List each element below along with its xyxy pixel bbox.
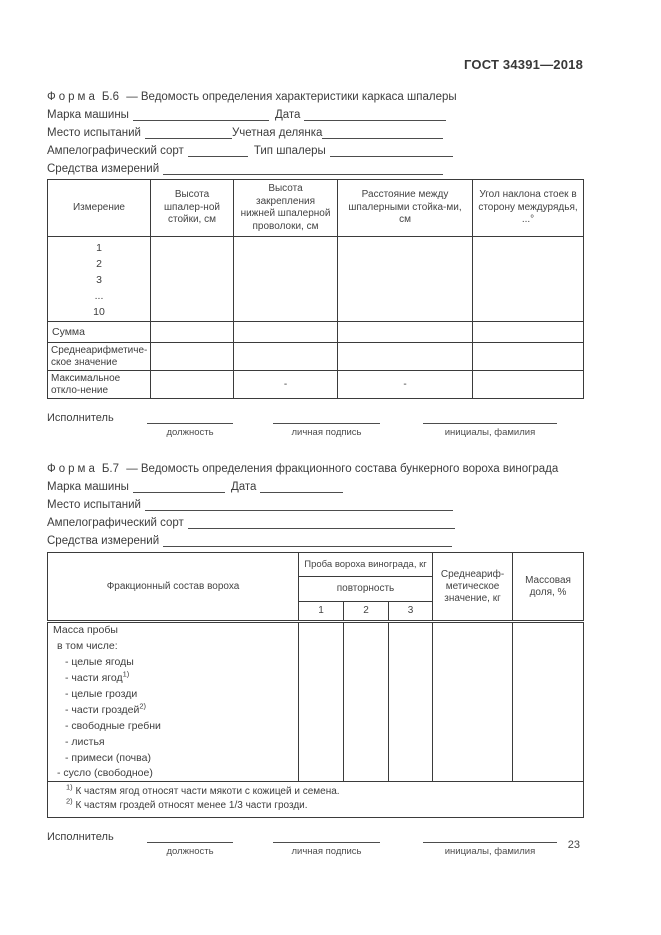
signature-name (423, 411, 557, 438)
form-b7-heading-code: Б.7 (101, 463, 119, 475)
column-header-sample-mass: Проба вороха винограда, кг (299, 553, 433, 577)
field-line-b6-1 (47, 103, 583, 121)
field-line-b6-3 (47, 139, 583, 157)
field-label-ampelographic-variety: Ампелографический сорт (47, 145, 184, 157)
empty-cell (389, 734, 433, 750)
fraction-row-whole-bunches (48, 686, 584, 702)
fraction-row-must (48, 766, 584, 782)
table-b7-header-row-1 (48, 553, 584, 577)
empty-cell (513, 622, 584, 638)
fraction-label: в том числе: (48, 638, 299, 654)
fraction-label: - части ягод$^{1)}$ (48, 670, 299, 686)
signature-line (273, 411, 380, 424)
measurement-number: ... (94, 290, 104, 302)
fraction-row-bunch-parts (48, 702, 584, 718)
empty-cell (299, 670, 344, 686)
signature-caption-position: должность (166, 427, 214, 438)
empty-cell (473, 343, 584, 371)
empty-cell (513, 766, 584, 782)
empty-cell (344, 670, 389, 686)
empty-cell (344, 622, 389, 638)
signature-name (423, 830, 557, 857)
column-header-wire-height: Высота закрепления нижней шпалерной проволоки, см (234, 180, 338, 237)
field-label-machine-brand: Марка машины (47, 481, 129, 493)
empty-cell (433, 622, 513, 638)
field-line-b6-2 (47, 121, 583, 139)
field-blank-date (304, 108, 446, 121)
empty-cell (433, 686, 513, 702)
empty-cell (344, 686, 389, 702)
signature-block-b6 (47, 411, 583, 438)
signature-line (273, 830, 380, 843)
empty-cell (344, 702, 389, 718)
table-b6-header-row (48, 180, 584, 237)
column-header-repetition: повторность (299, 577, 433, 602)
empty-cell (473, 237, 584, 322)
row-label-sum: Сумма (48, 322, 151, 343)
signature-caption-position: должность (166, 846, 214, 857)
empty-cell (299, 702, 344, 718)
empty-cell (513, 702, 584, 718)
field-label-measuring-instruments: Средства измерений (47, 535, 160, 547)
field-label-date: Дата (274, 109, 301, 121)
measurement-number: 3 (96, 274, 102, 286)
signature-block-b7 (47, 830, 583, 857)
empty-cell (433, 766, 513, 782)
empty-cell (513, 718, 584, 734)
fraction-label: - целые грозди (48, 686, 299, 702)
empty-cell (344, 734, 389, 750)
empty-cell (299, 718, 344, 734)
empty-cell (344, 654, 389, 670)
empty-cell (344, 718, 389, 734)
table-b6-sum-row (48, 322, 584, 343)
field-blank-measuring-instruments (163, 534, 452, 547)
signature-caption-name: инициалы, фамилия (444, 846, 536, 857)
signature-line (147, 411, 233, 424)
empty-cell (433, 750, 513, 766)
fraction-row-impurities (48, 750, 584, 766)
field-label-record-plot: Учетная делянка (231, 127, 323, 139)
footnotes-cell (48, 782, 584, 818)
fraction-label: - сусло (свободное) (48, 766, 299, 782)
signature-position (147, 411, 233, 438)
column-header-rep3: 3 (389, 602, 433, 622)
column-header-stake-height: Высота шпалер-ной стойки, см (151, 180, 234, 237)
empty-cell (151, 237, 234, 322)
signature-personal (273, 830, 380, 857)
empty-cell (513, 734, 584, 750)
column-header-stake-angle: Угол наклона стоек в сторону междурядья, ...° (473, 180, 584, 237)
empty-cell (299, 734, 344, 750)
signature-line (147, 830, 233, 843)
column-header-fraction-composition: Фракционный состав вороха (48, 553, 299, 622)
field-line-b7-3 (47, 511, 583, 529)
column-header-mass-share: Массовая доля, % (513, 553, 584, 622)
fraction-row-free-stems (48, 718, 584, 734)
page-number: 23 (567, 839, 580, 851)
form-b6-heading-word: Форма (47, 91, 98, 103)
field-label-trellis-type: Тип шпалеры (253, 145, 326, 157)
measurement-number: 2 (96, 258, 102, 270)
field-blank-machine-brand (133, 108, 269, 121)
table-b6-trellis-characteristics (47, 179, 584, 399)
form-b7-heading-title: — Ведомость определения фракционного состава бункерного вороха винограда (126, 463, 559, 475)
empty-cell (338, 322, 473, 343)
empty-cell (433, 654, 513, 670)
signature-position (147, 830, 233, 857)
empty-cell (338, 343, 473, 371)
table-b7-fraction-composition (47, 552, 584, 818)
fraction-row-whole-berries (48, 654, 584, 670)
fraction-label: - примеси (почва) (48, 750, 299, 766)
form-b7-heading (47, 463, 583, 475)
empty-cell (299, 638, 344, 654)
empty-cell (433, 638, 513, 654)
form-b7-heading-word: Форма (47, 463, 98, 475)
empty-cell (433, 670, 513, 686)
empty-cell (151, 343, 234, 371)
page-content (47, 57, 583, 857)
field-blank-measuring-instruments (163, 162, 443, 175)
empty-cell (389, 654, 433, 670)
field-blank-date (260, 480, 343, 493)
empty-cell (389, 686, 433, 702)
empty-cell (299, 654, 344, 670)
field-line-b7-1 (47, 475, 583, 493)
empty-cell (151, 322, 234, 343)
empty-cell (299, 750, 344, 766)
empty-cell (389, 638, 433, 654)
field-line-b7-2 (47, 493, 583, 511)
measurement-numbers-cell (48, 237, 151, 322)
empty-cell (299, 622, 344, 638)
empty-cell (299, 766, 344, 782)
field-blank-test-location (145, 126, 232, 139)
empty-cell (513, 638, 584, 654)
dash-cell: - (234, 371, 338, 399)
table-b6-max-deviation-row (48, 371, 584, 399)
form-b6-heading-code: Б.6 (101, 91, 119, 103)
table-b7-footnotes-row (48, 782, 584, 818)
fraction-row-including (48, 638, 584, 654)
fraction-row-berry-parts (48, 670, 584, 686)
empty-cell (473, 371, 584, 399)
row-label-max-deviation: Максимальное откло-нение (48, 371, 151, 399)
field-blank-ampelographic-variety (188, 516, 455, 529)
signature-caption-personal: личная подпись (291, 846, 362, 857)
measurement-number: 1 (96, 242, 102, 254)
empty-cell (433, 718, 513, 734)
table-b6-mean-row (48, 343, 584, 371)
empty-cell (513, 686, 584, 702)
executor-label: Исполнитель (47, 831, 114, 843)
empty-cell (513, 670, 584, 686)
fraction-label: - части гроздей$^{2)}$ (48, 702, 299, 718)
empty-cell (151, 371, 234, 399)
fraction-label: - целые ягоды (48, 654, 299, 670)
footnote-1: $^{1)}$ К частям ягод относят части мякоти с кожицей и семена. (66, 782, 340, 797)
empty-cell (433, 734, 513, 750)
executor-label: Исполнитель (47, 412, 114, 424)
field-line-b6-4 (47, 157, 583, 175)
field-label-machine-brand: Марка машины (47, 109, 129, 121)
field-label-measuring-instruments: Средства измерений (47, 163, 160, 175)
empty-cell (389, 670, 433, 686)
fraction-row-sample-mass (48, 622, 584, 638)
empty-cell (513, 654, 584, 670)
signature-line (423, 411, 557, 424)
column-header-mean: Среднеариф-метическое значение, кг (433, 553, 513, 622)
field-blank-test-location (145, 498, 453, 511)
dash-cell: - (338, 371, 473, 399)
field-blank-trellis-type (330, 144, 453, 157)
field-label-date: Дата (230, 481, 257, 493)
empty-cell (513, 750, 584, 766)
empty-cell (234, 237, 338, 322)
empty-cell (433, 702, 513, 718)
column-header-stake-distance: Расстояние между шпалерными стойка-ми, см (338, 180, 473, 237)
doc-number: ГОСТ 34391—2018 (464, 57, 583, 72)
field-label-test-location: Место испытаний (47, 499, 141, 511)
column-header-rep1: 1 (299, 602, 344, 622)
empty-cell (389, 622, 433, 638)
empty-cell (234, 343, 338, 371)
empty-cell (389, 702, 433, 718)
empty-cell (299, 686, 344, 702)
column-header-measurement: Измерение (48, 180, 151, 237)
row-label-mean: Среднеарифметиче-ское значение (48, 343, 151, 371)
empty-cell (234, 322, 338, 343)
table-b6-measurements-row (48, 237, 584, 322)
empty-cell (344, 750, 389, 766)
fraction-label: - листья (48, 734, 299, 750)
signature-caption-personal: личная подпись (291, 427, 362, 438)
field-blank-machine-brand (133, 480, 225, 493)
signature-line (423, 830, 557, 843)
empty-cell (389, 766, 433, 782)
empty-cell (344, 638, 389, 654)
column-header-rep2: 2 (344, 602, 389, 622)
field-blank-ampelographic-variety (188, 144, 248, 157)
empty-cell (473, 322, 584, 343)
field-label-test-location: Место испытаний (47, 127, 141, 139)
empty-cell (389, 750, 433, 766)
measurement-number: 10 (93, 306, 105, 318)
empty-cell (338, 237, 473, 322)
form-b6-heading (47, 91, 583, 103)
signature-personal (273, 411, 380, 438)
field-line-b7-4 (47, 529, 583, 547)
fraction-row-leaves (48, 734, 584, 750)
field-blank-record-plot (322, 126, 443, 139)
signature-caption-name: инициалы, фамилия (444, 427, 536, 438)
empty-cell (389, 718, 433, 734)
field-label-ampelographic-variety: Ампелографический сорт (47, 517, 184, 529)
footnote-2: $^{2)}$ К частям гроздей относят менее 1/3 части грозди. (66, 796, 308, 811)
empty-cell (344, 766, 389, 782)
fraction-label: - свободные гребни (48, 718, 299, 734)
form-b6-heading-title: — Ведомость определения характеристики каркаса шпалеры (126, 91, 457, 103)
fraction-label: Масса пробы (48, 622, 299, 638)
